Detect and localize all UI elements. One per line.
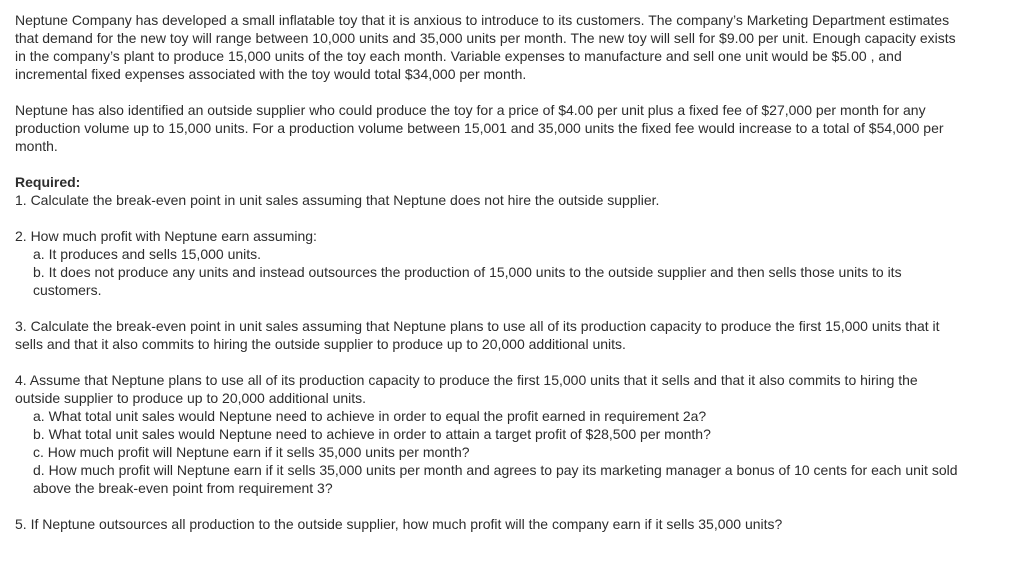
question-5: 5. If Neptune outsources all production to the outside supplier, how much profit will the company earn if it sells 35,000 units?	[15, 516, 783, 532]
supplier-paragraph: Neptune has also identified an outside supplier who could produce the toy for a price of $4.00 per unit plus a fixed fee of $27,000 per month for any production volume up to 15,000 units. For a production volume between 15,001 and 35,000 units the fixed fee would increase to a total of $54,000 per month.	[15, 102, 944, 154]
question-2a: a. It produces and sells 15,000 units.	[33, 246, 262, 262]
question-4d: d. How much profit will Neptune earn if it sells 35,000 units per month and agrees to pay its marketing manager a bonus of 10 cents for each unit sold above the break-even point from requirement 3?	[33, 462, 958, 496]
question-1: 1. Calculate the break-even point in unit sales assuming that Neptune does not hire the outside supplier.	[15, 192, 660, 208]
question-4a: a. What total unit sales would Neptune need to achieve in order to equal the profit earned in requirement 2a?	[33, 408, 707, 424]
question-4	[15, 371, 960, 497]
question-4c: c. How much profit will Neptune earn if it sells 35,000 units per month?	[33, 444, 470, 460]
question-4-stem: 4. Assume that Neptune plans to use all of its production capacity to produce the first 15,000 units that it sells and that it also commits to hiring the outside supplier to produce up to 20,000 additional units.	[15, 372, 918, 406]
question-2b: b. It does not produce any units and instead outsources the production of 15,000 units to the outside supplier and then sells those units to its customers.	[33, 264, 902, 298]
question-3: 3. Calculate the break-even point in unit sales assuming that Neptune plans to use all of its production capacity to produce the first 15,000 units that it sells and that it also commits to hiring the outside supplier to produce up to 20,000 additional units.	[15, 318, 940, 352]
question-2-stem: 2. How much profit with Neptune earn assuming:	[15, 228, 317, 244]
problem-document	[15, 11, 960, 533]
intro-paragraph: Neptune Company has developed a small inflatable toy that it is anxious to introduce to its customers. The company’s Marketing Department estimates that demand for the new toy will range between 10,000 units and 35,000 units per month. The new toy will sell for $9.00 per unit. Enough capacity exists in the company’s plant to produce 15,000 units of the toy each month. Variable expenses to manufacture and sell one unit would be $5.00 , and incremental fixed expenses associated with the toy would total $34,000 per month.	[15, 12, 956, 82]
question-2	[15, 227, 960, 299]
question-4b: b. What total unit sales would Neptune need to achieve in order to attain a target profit of $28,500 per month?	[33, 426, 711, 442]
required-heading: Required:	[15, 174, 81, 190]
